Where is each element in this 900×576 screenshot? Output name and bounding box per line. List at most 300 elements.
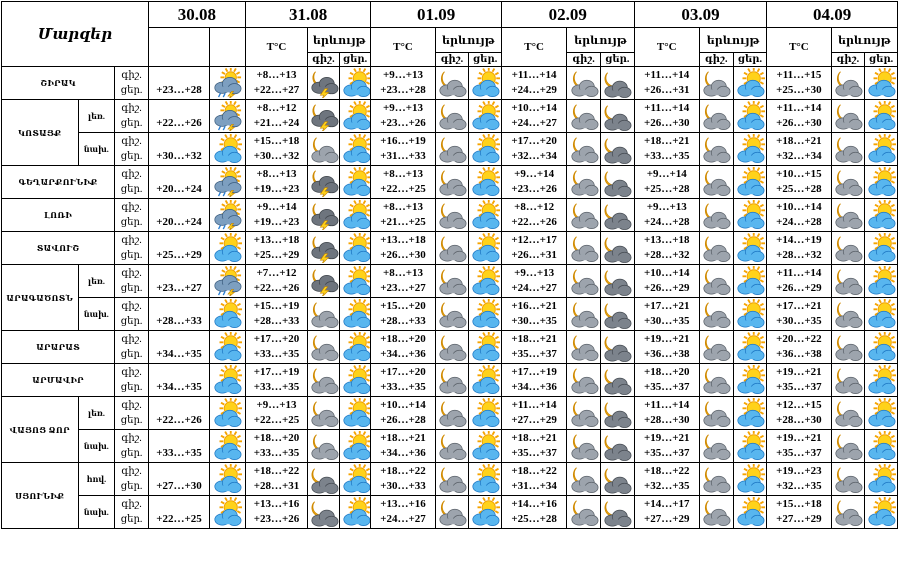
day-temp: +28…+32 xyxy=(643,249,690,261)
day-temp: +25…+30 xyxy=(776,84,822,96)
moon-cloud-icon xyxy=(831,430,865,463)
sun-cloud-icon xyxy=(733,100,767,133)
night-temp: +9…+14 xyxy=(646,168,687,180)
temp-cell-3 xyxy=(501,133,566,166)
day-label: ցեր. xyxy=(120,349,143,360)
moon-cloud-icon xyxy=(435,397,469,430)
sun-cloud-icon xyxy=(733,133,767,166)
moon-cloud-icon xyxy=(435,496,469,529)
cloud-gray-icon xyxy=(600,463,634,496)
day-label: ցեր. xyxy=(120,151,143,162)
day-temp: +25…+28 xyxy=(776,183,822,195)
temp-cell-0 xyxy=(148,232,209,265)
temp-cell-5 xyxy=(767,463,831,496)
temp-cell-4 xyxy=(634,364,699,397)
sun-cloud-icon xyxy=(865,298,898,331)
temp-cell-5 xyxy=(767,331,831,364)
day-temp: +34…+36 xyxy=(380,447,426,459)
day-temp: +31…+33 xyxy=(380,150,426,162)
temp-cell-5 xyxy=(767,232,831,265)
day-header-1: ցեր. xyxy=(339,53,371,67)
cloud-gray-icon xyxy=(600,331,634,364)
region-name: ԳԵՂԱՐՔՈՒՆԻՔ xyxy=(2,166,115,199)
day-temp: +28…+30 xyxy=(776,414,822,426)
day-label: ցեր. xyxy=(120,85,143,96)
sun-cloud-icon xyxy=(865,364,898,397)
night-temp: +17…+20 xyxy=(511,135,557,147)
night-header-3: գիշ. xyxy=(567,53,601,67)
temp-cell-5 xyxy=(767,265,831,298)
night-temp: +18…+22 xyxy=(253,465,300,477)
time-labels xyxy=(115,397,149,430)
sun-cloud-icon xyxy=(210,397,246,430)
day-temp: +34…+35 xyxy=(156,381,202,393)
temp-cell-1 xyxy=(245,199,307,232)
night-label: գիշ. xyxy=(121,400,142,411)
moon-cloud-icon xyxy=(699,496,733,529)
moon-cloud-icon xyxy=(435,100,469,133)
temp-cell-5 xyxy=(767,67,831,100)
time-labels xyxy=(115,430,149,463)
night-temp: +18…+20 xyxy=(253,432,300,444)
time-labels xyxy=(115,67,149,100)
cloud-gray-icon xyxy=(600,364,634,397)
day-label: ցեր. xyxy=(120,217,143,228)
temp-cell-2 xyxy=(371,199,435,232)
night-temp: +14…+19 xyxy=(776,234,822,246)
temp-cell-3 xyxy=(501,199,566,232)
temp-cell-5 xyxy=(767,298,831,331)
moon-cloud-icon xyxy=(567,496,601,529)
night-temp: +9…+13 xyxy=(382,102,423,114)
temp-cell-2 xyxy=(371,166,435,199)
sun-cloud-icon xyxy=(865,166,898,199)
storm-sun-icon xyxy=(210,100,246,133)
day-label: ցեր. xyxy=(120,316,143,327)
temp-cell-1 xyxy=(245,331,307,364)
temp-cell-5 xyxy=(767,100,831,133)
day-temp: +28…+33 xyxy=(380,315,426,327)
night-label: գիշ. xyxy=(121,433,142,444)
moon-cloud-icon xyxy=(831,364,865,397)
moon-cloud-icon xyxy=(435,430,469,463)
night-temp: +9…+13 xyxy=(382,69,423,81)
night-temp: +13…+18 xyxy=(380,234,426,246)
sun-cloud-icon xyxy=(469,496,502,529)
temp-cell-3 xyxy=(501,166,566,199)
day-label: ցեր. xyxy=(120,184,143,195)
day-label: ցեր. xyxy=(120,283,143,294)
moon-cloud-icon xyxy=(435,67,469,100)
night-temp: +17…+20 xyxy=(380,366,426,378)
temp-cell-5 xyxy=(767,133,831,166)
moon-cloud-icon xyxy=(831,100,865,133)
moon-cloud-icon xyxy=(699,430,733,463)
moon-cloud-icon xyxy=(567,133,601,166)
day-temp: +24…+28 xyxy=(643,216,690,228)
table-row xyxy=(2,166,898,199)
night-temp: +12…+15 xyxy=(776,399,822,411)
moon-cloud-icon xyxy=(831,199,865,232)
temp-cell-2 xyxy=(371,232,435,265)
temp-header-4: T°C xyxy=(634,28,699,67)
sun-cloud-icon xyxy=(339,364,371,397)
date-header-4: 03.09 xyxy=(634,2,767,28)
temp-cell-4 xyxy=(634,265,699,298)
sun-cloud-icon xyxy=(733,166,767,199)
day-temp: +24…+27 xyxy=(511,117,557,129)
sun-cloud-icon xyxy=(210,298,246,331)
day-temp: +33…+35 xyxy=(156,447,202,459)
night-temp: +7…+12 xyxy=(256,267,297,279)
moon-cloud-icon xyxy=(831,67,865,100)
day-temp: +33…+35 xyxy=(253,348,300,360)
temp-header-5: T°C xyxy=(767,28,831,67)
storm-cloud-icon xyxy=(308,199,340,232)
day-temp: +23…+26 xyxy=(511,183,557,195)
subarea-label: նախ. xyxy=(78,496,115,529)
night-label: գիշ. xyxy=(121,301,142,312)
temp-cell-1 xyxy=(245,232,307,265)
day-temp: +35…+37 xyxy=(511,348,557,360)
day-temp: +28…+33 xyxy=(156,315,202,327)
sun-cloud-icon xyxy=(469,364,502,397)
moon-cloud-icon xyxy=(567,199,601,232)
cloud-gray-icon xyxy=(600,298,634,331)
moon-cloud-icon xyxy=(699,232,733,265)
day-temp: +32…+34 xyxy=(511,150,557,162)
temp-cell-4 xyxy=(634,67,699,100)
night-label: գիշ. xyxy=(121,70,142,81)
date-header-3: 02.09 xyxy=(501,2,634,28)
sun-cloud-icon xyxy=(210,463,246,496)
temp-cell-4 xyxy=(634,397,699,430)
temp-cell-0 xyxy=(148,430,209,463)
storm-cloud-icon xyxy=(308,100,340,133)
subarea-label: լեռ. xyxy=(78,265,115,298)
sun-cloud-icon xyxy=(865,430,898,463)
night-temp: +18…+22 xyxy=(643,465,690,477)
temp-cell-4 xyxy=(634,298,699,331)
temp-cell-5 xyxy=(767,166,831,199)
day-temp: +27…+30 xyxy=(156,480,202,492)
moon-cloud-icon xyxy=(699,67,733,100)
day-temp: +23…+26 xyxy=(380,117,426,129)
temp-cell-3 xyxy=(501,463,566,496)
temp-cell-3 xyxy=(501,364,566,397)
time-labels xyxy=(115,232,149,265)
day-temp: +32…+35 xyxy=(776,480,822,492)
temp-cell-2 xyxy=(371,364,435,397)
night-label: գիշ. xyxy=(121,334,142,345)
day-temp: +34…+35 xyxy=(156,348,202,360)
table-row xyxy=(2,463,898,496)
moon-cloud-icon xyxy=(831,331,865,364)
night-temp: +18…+22 xyxy=(511,465,557,477)
moon-cloud-icon xyxy=(567,100,601,133)
day-temp: +26…+29 xyxy=(643,282,690,294)
cloud-gray-icon xyxy=(600,232,634,265)
moon-cloud-icon xyxy=(831,232,865,265)
table-row xyxy=(2,67,898,100)
sun-cloud-icon xyxy=(733,298,767,331)
day-temp: +31…+34 xyxy=(511,480,557,492)
night-temp: +13…+18 xyxy=(643,234,690,246)
temp-cell-1 xyxy=(245,397,307,430)
day-temp: +30…+33 xyxy=(380,480,426,492)
moon-cloud-icon xyxy=(435,166,469,199)
night-temp: +10…+14 xyxy=(643,267,690,279)
temp-header-3: T°C xyxy=(501,28,566,67)
sun-cloud-icon xyxy=(865,232,898,265)
temp-cell-1 xyxy=(245,265,307,298)
subarea-label: լեռ. xyxy=(78,397,115,430)
night-temp: +17…+20 xyxy=(253,333,300,345)
sun-cloud-icon xyxy=(469,430,502,463)
temp-cell-2 xyxy=(371,397,435,430)
moon-cloud-icon xyxy=(308,331,340,364)
night-temp: +8…+13 xyxy=(382,267,423,279)
moon-cloud-icon xyxy=(699,331,733,364)
temp-cell-0 xyxy=(148,100,209,133)
day-header-2: ցեր. xyxy=(469,53,502,67)
moon-cloud-icon xyxy=(567,232,601,265)
cloud-gray-icon xyxy=(600,166,634,199)
temp-cell-2 xyxy=(371,430,435,463)
time-labels xyxy=(115,463,149,496)
temp-cell-5 xyxy=(767,199,831,232)
date-header-1: 31.08 xyxy=(245,2,371,28)
sun-cloud-icon xyxy=(865,100,898,133)
moon-cloud-icon xyxy=(435,232,469,265)
day-temp: +23…+28 xyxy=(156,84,202,96)
moon-cloud-icon xyxy=(567,166,601,199)
sun-cloud-icon xyxy=(733,397,767,430)
day-temp: +33…+35 xyxy=(380,381,426,393)
subarea-label: լեռ. xyxy=(78,100,115,133)
night-temp: +11…+14 xyxy=(511,69,557,81)
temp-cell-2 xyxy=(371,331,435,364)
temp-header-2: T°C xyxy=(371,28,435,67)
day-label: ցեր. xyxy=(120,514,143,525)
day-temp: +23…+28 xyxy=(380,84,426,96)
moon-cloud-icon xyxy=(308,397,340,430)
table-row xyxy=(2,133,898,166)
day-temp: +34…+36 xyxy=(511,381,557,393)
sun-cloud-icon xyxy=(210,232,246,265)
day-temp: +28…+33 xyxy=(253,315,300,327)
night-temp: +9…+13 xyxy=(646,201,687,213)
storm-cloud-icon xyxy=(308,265,340,298)
night-temp: +18…+22 xyxy=(380,465,426,477)
forecast-table xyxy=(1,1,898,529)
night-label: գիշ. xyxy=(121,202,142,213)
temp-cell-1 xyxy=(245,430,307,463)
day-temp: +33…+35 xyxy=(253,447,300,459)
sun-cloud-icon xyxy=(865,496,898,529)
night-temp: +10…+14 xyxy=(380,399,426,411)
day-temp: +20…+24 xyxy=(156,216,202,228)
sun-cloud-icon xyxy=(339,397,371,430)
table-row xyxy=(2,397,898,430)
day-temp: +22…+26 xyxy=(156,117,202,129)
night-temp: +13…+18 xyxy=(253,234,300,246)
night-label: գիշ. xyxy=(121,103,142,114)
moon-cloud-icon xyxy=(831,496,865,529)
temp-cell-0 xyxy=(148,463,209,496)
temp-cell-5 xyxy=(767,430,831,463)
day-temp: +32…+34 xyxy=(776,150,822,162)
day-temp: +21…+24 xyxy=(253,117,300,129)
night-label: գիշ. xyxy=(121,169,142,180)
temp-cell-1 xyxy=(245,133,307,166)
moon-cloud-icon xyxy=(567,364,601,397)
moon-cloud-icon xyxy=(831,166,865,199)
day-label: ցեր. xyxy=(120,250,143,261)
temp-cell-0 xyxy=(148,133,209,166)
day-label: ցեր. xyxy=(120,481,143,492)
temp-cell-4 xyxy=(634,166,699,199)
sun-cloud-icon xyxy=(339,430,371,463)
night-temp: +11…+14 xyxy=(776,267,822,279)
sun-cloud-icon xyxy=(469,166,502,199)
moon-cloud-icon xyxy=(831,397,865,430)
moon-cloud-icon xyxy=(567,67,601,100)
temp-cell-5 xyxy=(767,364,831,397)
day-temp: +25…+29 xyxy=(253,249,300,261)
moon-cloud-icon xyxy=(567,430,601,463)
temp-cell-0 xyxy=(148,331,209,364)
region-name: ՏԱՎՈՒՇ xyxy=(2,232,115,265)
table-row xyxy=(2,331,898,364)
table-row xyxy=(2,364,898,397)
sky-header-3: երևույթ xyxy=(567,28,634,53)
night-temp: +10…+14 xyxy=(511,102,557,114)
sun-cloud-icon xyxy=(210,364,246,397)
night-temp: +16…+21 xyxy=(511,300,557,312)
day-label: ցեր. xyxy=(120,448,143,459)
temp-cell-3 xyxy=(501,298,566,331)
day-temp: +22…+25 xyxy=(380,183,426,195)
sun-cloud-icon xyxy=(469,100,502,133)
moon-cloud-icon xyxy=(435,331,469,364)
night-temp: +8…+13 xyxy=(382,201,423,213)
region-name: ԼՈՌԻ xyxy=(2,199,115,232)
sun-cloud-icon xyxy=(865,331,898,364)
night-temp: +9…+13 xyxy=(514,267,555,279)
region-name: ՍՅՈՒՆԻՔ xyxy=(2,463,79,529)
temp-cell-1 xyxy=(245,298,307,331)
day-temp: +26…+31 xyxy=(643,84,690,96)
day-temp: +35…+37 xyxy=(643,447,690,459)
day-temp: +26…+30 xyxy=(380,249,426,261)
sun-cloud-icon xyxy=(469,331,502,364)
storm-sun-icon xyxy=(210,166,246,199)
temp-cell-3 xyxy=(501,265,566,298)
day-temp: +28…+31 xyxy=(253,480,300,492)
night-temp: +9…+14 xyxy=(256,201,297,213)
cloud-gray-icon xyxy=(600,133,634,166)
moon-cloud-icon xyxy=(435,364,469,397)
day-temp: +28…+30 xyxy=(643,414,690,426)
night-temp: +17…+19 xyxy=(511,366,557,378)
sun-cloud-icon xyxy=(339,133,371,166)
day-temp: +22…+27 xyxy=(253,84,300,96)
temp-cell-4 xyxy=(634,232,699,265)
time-labels xyxy=(115,496,149,529)
day-temp: +25…+28 xyxy=(643,183,690,195)
temp-cell-4 xyxy=(634,133,699,166)
moon-cloud-icon xyxy=(699,364,733,397)
night-temp: +17…+21 xyxy=(776,300,822,312)
night-temp: +9…+13 xyxy=(256,399,297,411)
region-name: ՎԱՅՈՑ ՁՈՐ xyxy=(2,397,79,463)
day-temp: +33…+35 xyxy=(643,150,690,162)
regions-header: Մարզեր xyxy=(2,2,149,67)
storm-sun-icon xyxy=(210,67,246,100)
moon-cloud-icon xyxy=(699,100,733,133)
night-temp: +14…+17 xyxy=(643,498,690,510)
cloud-gray-icon xyxy=(600,100,634,133)
night-temp: +13…+16 xyxy=(253,498,300,510)
day-temp: +27…+29 xyxy=(511,414,557,426)
night-temp: +19…+21 xyxy=(776,366,822,378)
sun-cloud-icon xyxy=(733,463,767,496)
day-header-4: ցեր. xyxy=(733,53,767,67)
time-labels xyxy=(115,298,149,331)
day-temp: +22…+26 xyxy=(511,216,557,228)
temp-cell-2 xyxy=(371,298,435,331)
temp-cell-2 xyxy=(371,133,435,166)
night-temp: +11…+14 xyxy=(776,102,822,114)
day-temp: +30…+32 xyxy=(156,150,202,162)
night-temp: +11…+14 xyxy=(644,102,690,114)
temp-cell-4 xyxy=(634,331,699,364)
cloud-gray-icon xyxy=(308,496,340,529)
temp-header-1: T°C xyxy=(245,28,307,67)
moon-cloud-icon xyxy=(308,133,340,166)
moon-cloud-icon xyxy=(699,199,733,232)
day-temp: +27…+29 xyxy=(643,513,690,525)
day-temp: +32…+35 xyxy=(643,480,690,492)
temp-cell-5 xyxy=(767,397,831,430)
sky-header-4: երևույթ xyxy=(699,28,766,53)
night-label: գիշ. xyxy=(121,235,142,246)
night-temp: +17…+19 xyxy=(253,366,300,378)
sun-cloud-icon xyxy=(733,265,767,298)
sun-cloud-icon xyxy=(339,298,371,331)
day-temp: +33…+35 xyxy=(253,381,300,393)
time-labels xyxy=(115,331,149,364)
night-temp: +18…+21 xyxy=(776,135,822,147)
day-temp: +26…+31 xyxy=(511,249,557,261)
day-label: ցեր. xyxy=(120,415,143,426)
night-temp: +9…+14 xyxy=(514,168,555,180)
temp-cell-2 xyxy=(371,463,435,496)
day-temp: +35…+37 xyxy=(776,381,822,393)
sun-cloud-icon xyxy=(339,67,371,100)
time-labels xyxy=(115,199,149,232)
moon-cloud-icon xyxy=(831,265,865,298)
temp-cell-0 xyxy=(148,298,209,331)
moon-cloud-icon xyxy=(567,397,601,430)
moon-cloud-icon xyxy=(567,463,601,496)
night-temp: +11…+14 xyxy=(644,69,690,81)
sun-cloud-icon xyxy=(469,298,502,331)
region-name: ԿՈՏԱՅՔ xyxy=(2,100,79,166)
day-temp: +26…+30 xyxy=(643,117,690,129)
day-temp: +20…+24 xyxy=(156,183,202,195)
